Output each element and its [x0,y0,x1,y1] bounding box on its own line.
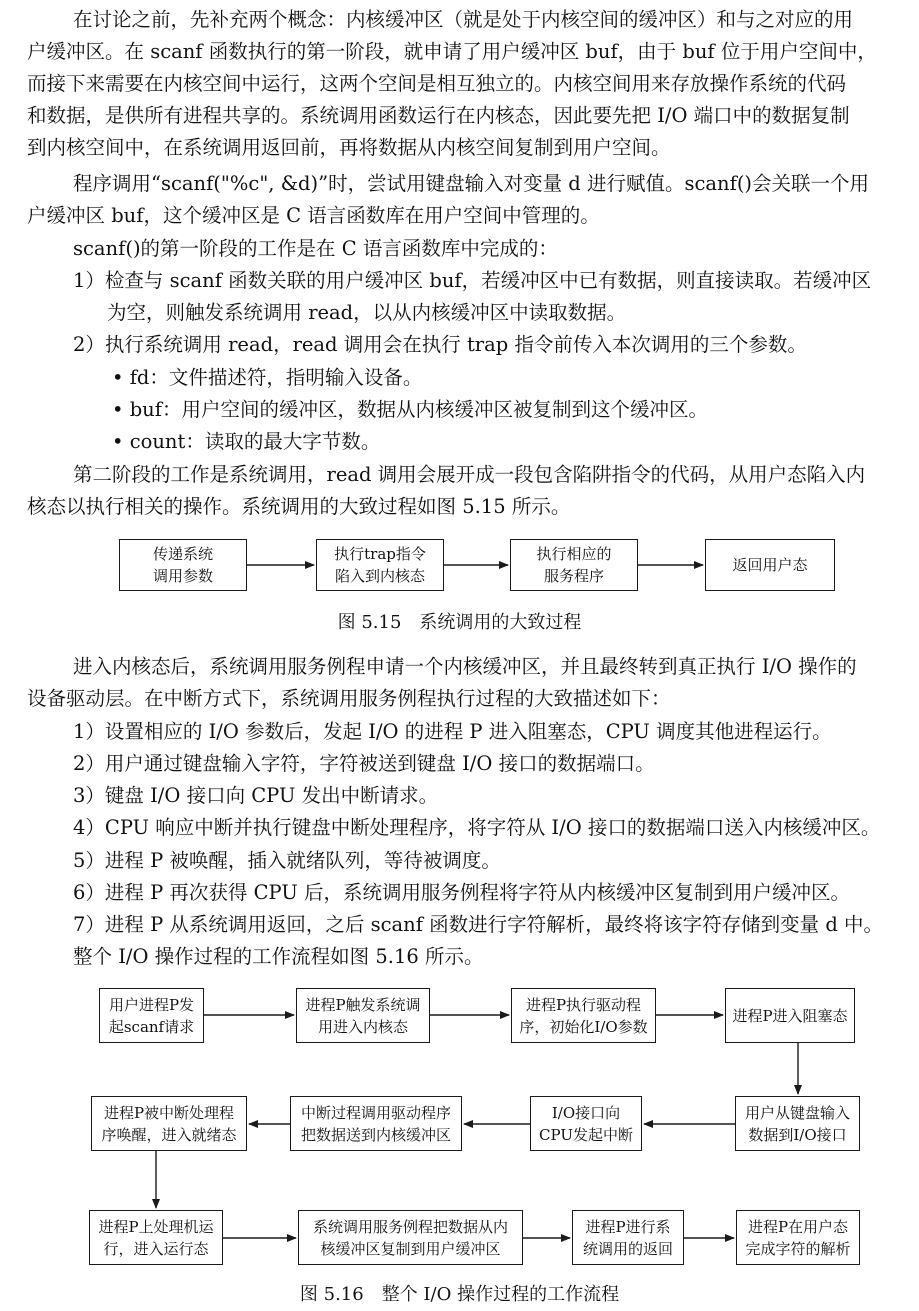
list-item: 5）进程 P 被唤醒，插入就绪队列，等待被调度。 [73,849,501,872]
fig516-box-blocked: 进程P进入阻塞态 [725,988,855,1043]
list-item: 6）进程 P 再次获得 CPU 后，系统调用服务例程将字符从内核缓冲区复制到用户缓冲区。 [73,881,850,904]
text-line: 核态以执行相关的操作。系统调用的大致过程如图 5.15 所示。 [27,495,571,518]
fig515-box-return-user: 返回用户态 [705,539,835,591]
text-line: 户缓冲区。在 scanf 函数执行的第一阶段，就申请了用户缓冲区 buf，由于 buf 位于用户空间中， [27,40,877,63]
fig516-box-enter-kernel: 进程P触发系统调 用进入内核态 [296,988,430,1043]
list-item: 2）用户通过键盘输入字符，字符被送到键盘 I/O 接口的数据端口。 [73,752,655,775]
fig516-box-syscall-return: 进程P进行系 统调用的返回 [572,1210,684,1265]
text-line: 设备驱动层。在中断方式下，系统调用服务例程执行过程的大致描述如下： [27,687,671,710]
fig516-box-running: 进程P上处理机运 行，进入运行态 [89,1210,223,1265]
text-line: 第二阶段的工作是系统调用，read 调用会展开成一段包含陷阱指令的代码，从用户态陷入内 [73,463,866,486]
fig515-box-service: 执行相应的 服务程序 [510,539,638,591]
list-item: 4）CPU 响应中断并执行键盘中断处理程序，将字符从 I/O 接口的数据端口送入内核缓冲区。 [73,816,881,839]
text-line: 在讨论之前，先补充两个概念：内核缓冲区（就是处于内核空间的缓冲区）和与之对应的用 [73,8,854,31]
text-line: 整个 I/O 操作过程的工作流程如图 5.16 所示。 [73,945,484,968]
text-line: 户缓冲区 buf，这个缓冲区是 C 语言函数库在用户空间中管理的。 [27,204,600,227]
fig516-box-ready: 进程P被中断处理程 序唤醒，进入就绪态 [91,1096,247,1151]
list-item: 3）键盘 I/O 接口向 CPU 发出中断请求。 [73,784,439,807]
text-line: 程序调用“scanf("%c", &d)”时，尝试用键盘输入对变量 d 进行赋值。scanf()会关联一个用 [73,172,870,195]
fig516-box-parse: 进程P在用户态 完成字符的解析 [736,1210,860,1265]
list-item: 7）进程 P 从系统调用返回，之后 scanf 函数进行字符解析，最终将该字符存储到变量 d 中。 [73,913,884,936]
text-line: scanf()的第一阶段的工作是在 C 语言函数库中完成的： [73,237,558,260]
fig515-box-pass-params: 传递系统 调用参数 [119,539,247,591]
fig516-box-copy-kernel: 中断过程调用驱动程序 把数据送到内核缓冲区 [290,1096,462,1151]
text-line: 进入内核态后，系统调用服务例程申请一个内核缓冲区，并且最终转到真正执行 I/O 操作的 [73,655,857,678]
list-item-continuation: 为空，则触发系统调用 read，以从内核缓冲区中读取数据。 [107,301,627,324]
fig516-box-driver-init: 进程P执行驱动程 序，初始化I/O参数 [511,988,656,1043]
text-line: 和数据，是供所有进程共享的。系统调用函数运行在内核态，因此要先把 I/O 端口中的数据复制 [27,104,850,127]
bullet-item: • fd：文件描述符，指明输入设备。 [112,366,423,389]
figure-516-caption: 图 5.16 整个 I/O 操作过程的工作流程 [299,1284,620,1305]
list-item: 1）设置相应的 I/O 参数后，发起 I/O 的进程 P 进入阻塞态，CPU 调度其他进程运行。 [73,720,832,743]
bullet-item: • buf：用户空间的缓冲区，数据从内核缓冲区被复制到这个缓冲区。 [112,398,708,421]
list-item: 2）执行系统调用 read，read 调用会在执行 trap 指令前传入本次调用的三个参数。 [73,333,807,356]
fig515-box-trap: 执行trap指令 陷入到内核态 [316,539,444,591]
text-line: 到内核空间中，在系统调用返回前，再将数据从内核空间复制到用户空间。 [27,136,671,159]
text-line: 而接下来需要在内核空间中运行，这两个空间是相互独立的。内核空间用来存放操作系统的代码 [27,72,847,95]
bullet-item: • count：读取的最大字节数。 [112,430,381,453]
list-item: 1）检查与 scanf 函数关联的用户缓冲区 buf，若缓冲区中已有数据，则直接读取。若缓冲区 [73,269,872,292]
figure-515-caption: 图 5.15 系统调用的大致过程 [337,612,582,633]
fig516-box-keyboard-input: 用户从键盘输入 数据到I/O接口 [735,1096,860,1151]
fig516-box-interrupt: I/O接口向 CPU发起中断 [530,1096,642,1151]
fig516-box-scanf-request: 用户进程P发 起scanf请求 [99,988,204,1043]
fig516-box-copy-user: 系统调用服务例程把数据从内 核缓冲区复制到用户缓冲区 [298,1210,523,1265]
